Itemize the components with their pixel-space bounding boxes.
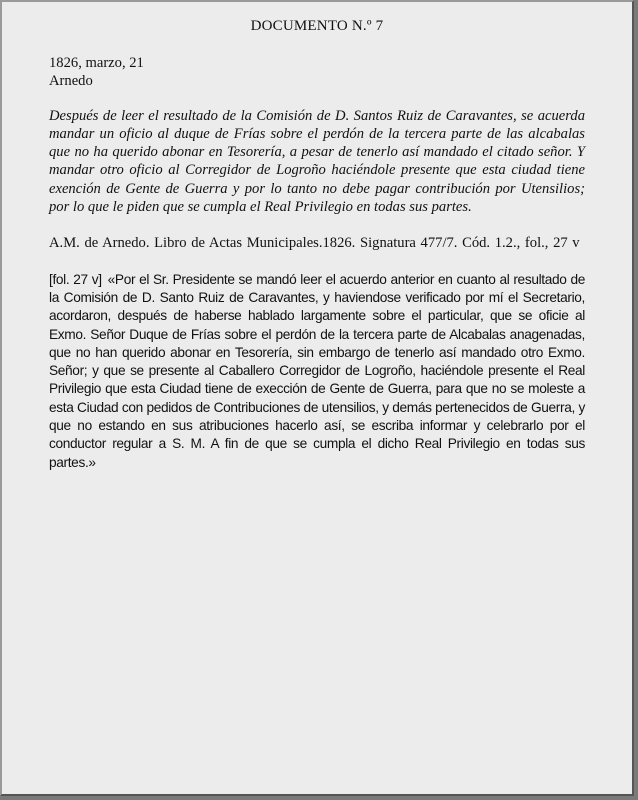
transcript-text: «Por el Sr. Presidente se mandó leer el acuerdo anterior en cuanto al resultado de la Comisión de D. Santo Ruiz de Caravantes, y haviendose verificado por mí el Secretario, acordaron, después de haberse hablado largamente sobre el particular, que se oficie al Exmo. Señor Duque de Frías sobre el perdón de la tercera parte de Alcabalas anagenadas, que no han querido abonar en Tesorería, sin embargo de tenerlo así mandado otro Exmo. Señor; y que se presente al Caballero Corregidor de Logroño, haciéndole presente el Real Privilegio que esta Ciudad tiene de exección de Gente de Guerra, para que no se moleste a esta Ciudad con pedidos de Contribuciones de utensilios, y demás pertenecidos de Guerra, y que no estando en sus atribuciones hacerlo así, se escriba informar y celebrarlo por el conductor regular a S. M. A fin de que se cumpla el dicho Real Privilegio en todas sus partes.» — [49, 271, 585, 470]
document-place: Arnedo — [49, 73, 93, 90]
archival-source: A.M. de Arnedo. Libro de Actas Municipales.1826. Signatura 477/7. Cód. 1.2., fol., 27 v — [49, 235, 580, 252]
document-title: DOCUMENTO N.º 7 — [250, 18, 384, 34]
document-transcript — [49, 271, 585, 472]
folio-reference: [fol. 27 v] — [49, 271, 102, 287]
document-body — [49, 54, 585, 472]
document-date: 1826, marzo, 21 — [49, 55, 144, 71]
document-summary: Después de leer el resultado de la Comisión de D. Santos Ruiz de Caravantes, se acuerda mandar un oficio al duque de Frías sobre el perdón de la tercera parte de las alcabalas que no ha querido abonar en Tesorería, a pesar de tenerlo así mandado el citado señor. Y mandar otro oficio al Corregidor de Logroño haciéndole presente que esta ciudad tiene exención de Gente de Guerra y por lo tanto no debe pagar contribución por Utensilios; por lo que le piden que se cumpla el Real Privilegio en todas sus partes. — [49, 107, 585, 216]
